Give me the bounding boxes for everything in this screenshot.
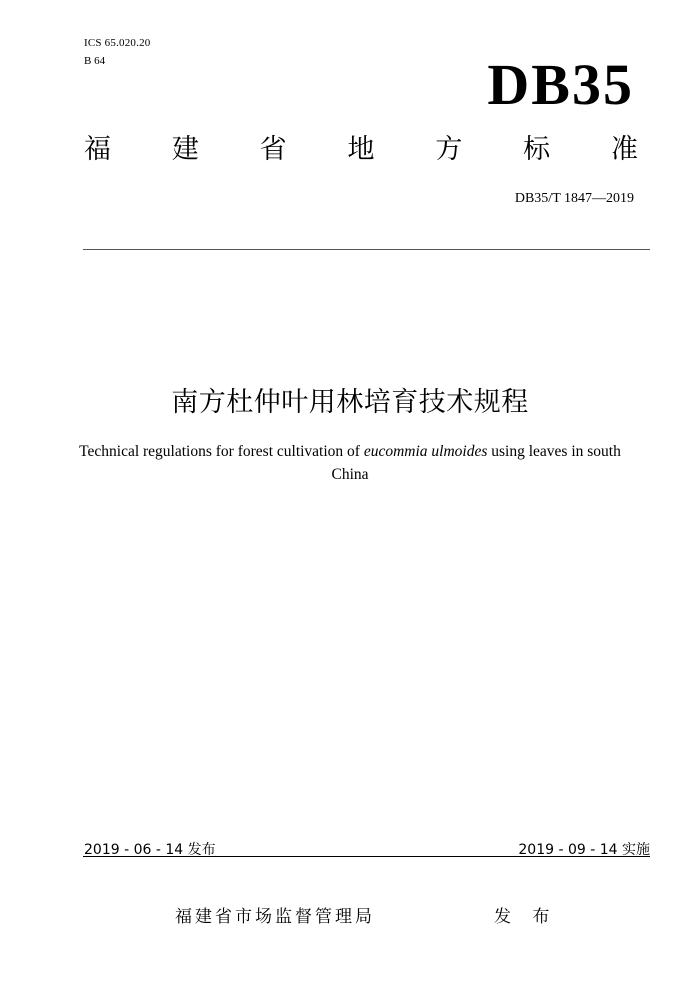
issuing-authority: 福建省市场监督管理局	[175, 907, 375, 927]
title-english	[70, 440, 630, 486]
standard-type-char: 方	[435, 134, 463, 165]
title-english-part: using leaves in south China	[331, 443, 621, 483]
standard-number: DB35/T 1847—2019	[514, 191, 634, 206]
effective-date: 2019 - 09 - 14 实施	[518, 842, 650, 858]
publish-date: 2019 - 06 - 14 发布	[84, 842, 216, 858]
header-divider	[83, 249, 650, 250]
title-english-species: eucommia ulmoides	[363, 443, 488, 460]
title-english-part: Technical regulations for forest cultivation of	[79, 443, 364, 460]
footer-divider	[83, 856, 650, 857]
standard-type-char: 地	[347, 134, 375, 165]
standard-type-char: 福	[84, 134, 111, 165]
issue-label: 发 布	[494, 907, 558, 927]
standard-type-char: 标	[523, 134, 551, 165]
standard-type-char: 省	[259, 134, 287, 165]
classification-code: B 64	[84, 55, 106, 67]
standard-type-char: 准	[610, 134, 638, 165]
standard-type	[84, 136, 638, 163]
standard-logo: DB35	[487, 52, 634, 117]
ics-code: ICS 65.020.20	[84, 37, 151, 49]
standard-type-char: 建	[171, 134, 199, 165]
title-chinese: 南方杜仲叶用林培育技术规程	[171, 387, 529, 418]
